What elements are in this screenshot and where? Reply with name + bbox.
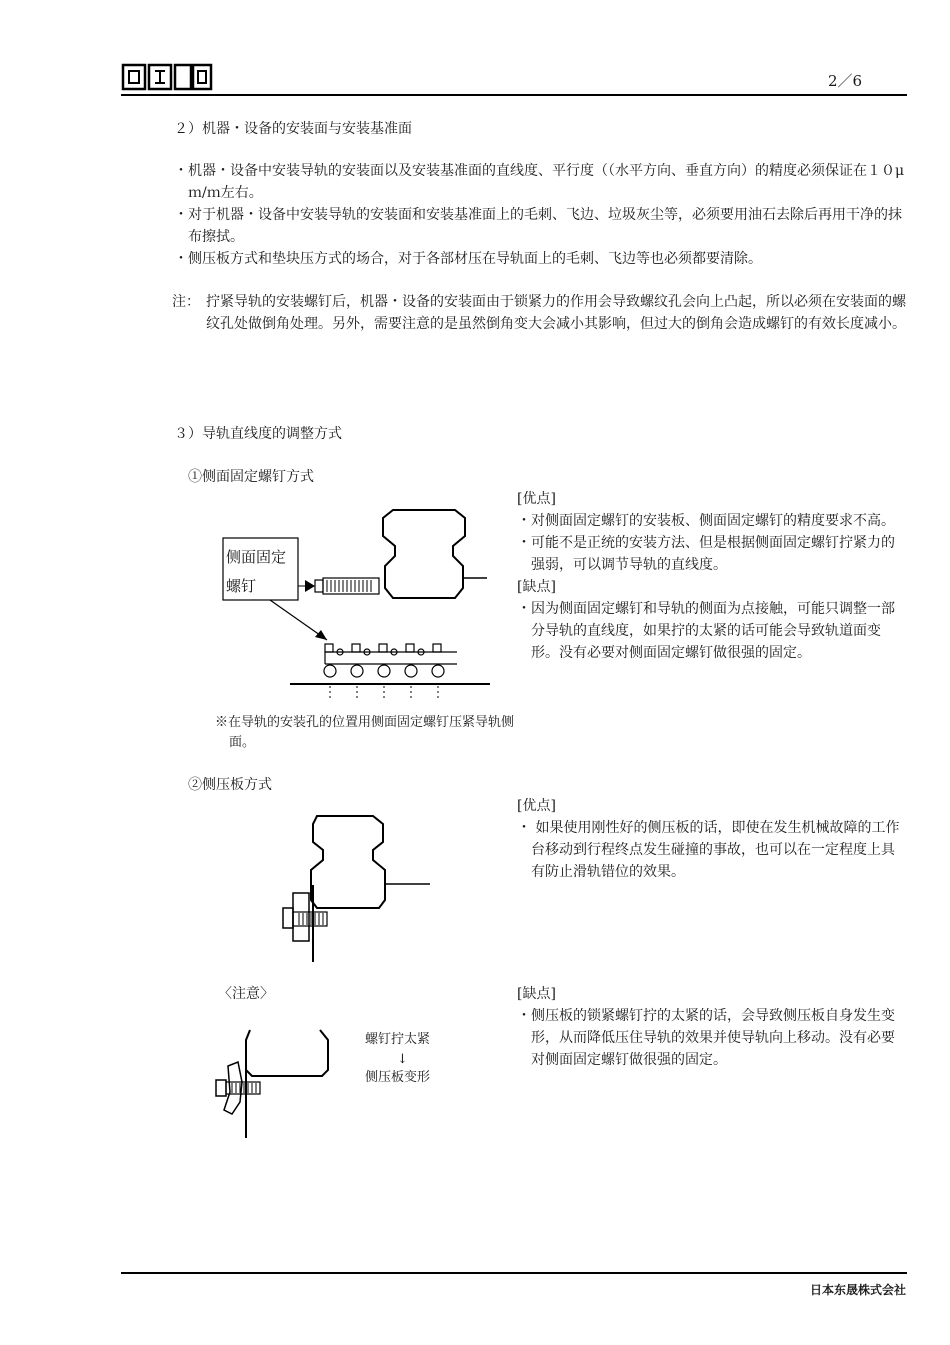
- footer-rule: [121, 1272, 907, 1274]
- caution-line2: 侧压板变形: [365, 1070, 431, 1085]
- pros-label: [优点]: [517, 798, 556, 814]
- method1-title: ①侧面固定螺钉方式: [188, 469, 314, 485]
- list-item: ・可能不是正统的安装方法、但是根据侧面固定螺钉拧紧力的强弱，可以调节导轨的直线度。: [517, 535, 895, 573]
- pros-label: [优点]: [517, 491, 556, 507]
- caution-figure: [210, 1020, 340, 1140]
- list-item: ・对于机器・设备中安装导轨的安装面和安装基准面上的毛刺、飞边、垃圾灰尘等，必须要用油石去除后再用干净的抹布擦拭。: [174, 207, 902, 245]
- page-number: 2／6: [828, 72, 863, 90]
- list-item: ・ 如果使用刚性好的侧压板的话，即使在发生机械故障的工作台移动到行程终点发生碰撞的事故，也可以在一定程度上具有防止滑轨错位的效果。: [517, 820, 900, 880]
- iko-logo: [121, 62, 213, 92]
- section3-title: ３）导轨直线度的调整方式: [174, 426, 342, 442]
- list-item: ・侧压板方式和垫块压方式的场合，对于各部材压在导轨面上的毛刺、飞边等也必须都要清除。: [174, 251, 762, 267]
- note-text: 拧紧导轨的安装螺钉后，机器・设备的安装面由于锁紧力的作用会导致螺纹孔会向上凸起，所以必须在安装面的螺纹孔处做倒角处理。另外，需要注意的是虽然倒角变大会减小其影响，但过大的倒角会造成螺钉的有效长度减小。: [206, 294, 906, 332]
- caution-label: 〈注意〉: [218, 986, 274, 1002]
- caution-arrow: ↓: [397, 1052, 408, 1067]
- method2-cons: [517, 983, 907, 1071]
- list-item: ・对侧面固定螺钉的安装板、侧面固定螺钉的精度要求不高。: [517, 513, 895, 529]
- note-label: 注：: [172, 294, 200, 310]
- list-item: ・因为侧面固定螺钉和导轨的侧面为点接触，可能只调整一部分导轨的直线度，如果拧的太紧的话可能会导致轨道面变形。没有必要对侧面固定螺钉做很强的固定。: [517, 601, 895, 661]
- cons-label: [缺点]: [517, 579, 556, 595]
- list-item: ・机器・设备中安装导轨的安装面以及安装基准面的直线度、平行度（（水平方向、垂直方向）的精度必须保证在１０μｍ/ｍ左右。: [174, 163, 905, 201]
- method1-pros-cons: [517, 488, 907, 664]
- company-name: 日本东晟株式会社: [809, 1283, 906, 1297]
- cons-label: [缺点]: [517, 986, 556, 1002]
- figure-note: ※在导轨的安装孔的位置用侧面固定螺钉压紧导轨侧面。: [215, 715, 515, 750]
- header-rule: [121, 94, 907, 96]
- figure-label: 侧面固定螺钉: [226, 548, 287, 595]
- list-item: ・侧压板的锁紧螺钉拧的太紧的话，会导致侧压板自身发生变形，从而降低压住导轨的效果并使导轨向上移动。没有必要对侧面固定螺钉做很强的固定。: [517, 1008, 895, 1068]
- side-plate-figure: [275, 810, 440, 970]
- section2-bullets: [174, 160, 908, 270]
- caution-line1: 螺钉拧太紧: [365, 1032, 431, 1047]
- method2-pros: [517, 795, 907, 883]
- section2-title: ２）机器・设备的安装面与安装基准面: [174, 121, 412, 137]
- side-screw-figure: [215, 500, 515, 705]
- method2-title: ②侧压板方式: [188, 777, 272, 793]
